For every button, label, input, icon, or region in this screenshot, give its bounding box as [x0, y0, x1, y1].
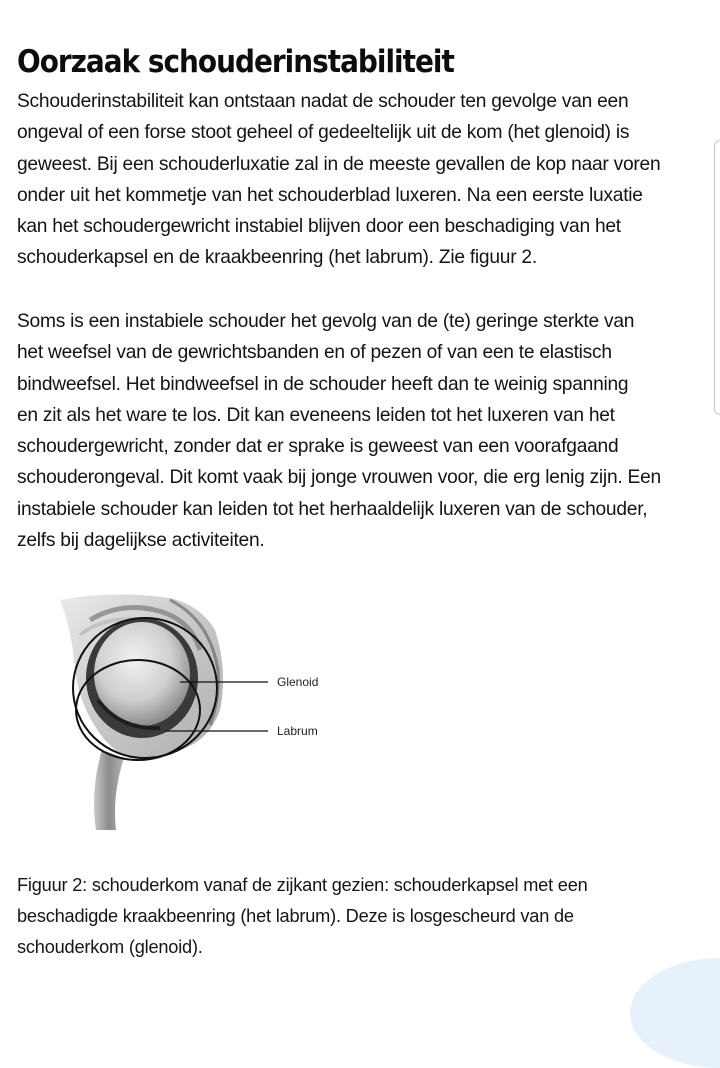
labrum-label: Labrum: [277, 724, 318, 738]
text-line: schouderongeval. Dit komt vaak bij jonge vrouwen voor, die erg lenig zijn. Een: [17, 467, 661, 489]
text-line: schoudergewricht, zonder dat er sprake is geweest van een voorafgaand: [17, 436, 619, 458]
paragraph-cause-trauma: [17, 86, 717, 274]
paragraph-cause-laxity: [17, 306, 717, 556]
text-line: bindweefsel. Het bindweefsel in de schouder heeft dan te weinig spanning: [17, 373, 629, 395]
caption-line: schouderkom (glenoid).: [17, 937, 203, 957]
figure-caption: [17, 870, 717, 963]
text-line: en zit als het ware te los. Dit kan eveneens leiden tot het luxeren van het: [17, 404, 615, 426]
scroll-edge-handle[interactable]: [714, 140, 720, 415]
page-title: Oorzaak schouderinstabiliteit: [17, 44, 454, 80]
text-line: onder uit het kommetje van het schouderblad luxeren. Na een eerste luxatie: [17, 184, 643, 206]
scapula-neck-shape: [94, 750, 124, 830]
floating-action-shape: [630, 958, 720, 1068]
text-line: zelfs bij dagelijkse activiteiten.: [17, 530, 265, 552]
shoulder-socket-figure: [50, 590, 340, 835]
text-line: kan het schoudergewricht instabiel blijven door een beschadiging van het: [17, 216, 621, 238]
text-line: ongeval of een forse stoot geheel of gedeeltelijk uit de kom (het glenoid) is: [17, 122, 630, 144]
text-line: Soms is een instabiele schouder het gevolg van de (te) geringe sterkte van: [17, 311, 635, 332]
text-line: geweest. Bij een schouderluxatie zal in de meeste gevallen de kop naar voren: [17, 153, 661, 175]
shoulder-anatomy-illustration: [50, 590, 340, 835]
text-line: schouderkapsel en de kraakbeenring (het labrum). Zie figuur 2.: [17, 247, 537, 269]
text-line: Schouderinstabiliteit kan ontstaan nadat de schouder ten gevolge van een: [17, 91, 629, 112]
text-line: het weefsel van de gewrichtsbanden en of pezen of van een te elastisch: [17, 342, 612, 364]
text-line: instabiele schouder kan leiden tot het herhaaldelijk luxeren van de schouder,: [17, 498, 648, 520]
glenoid-label: Glenoid: [277, 675, 319, 689]
caption-line: beschadigde kraakbeenring (het labrum). Deze is losgescheurd van de: [17, 906, 574, 926]
caption-line: Figuur 2: schouderkom vanaf de zijkant gezien: schouderkapsel met een: [17, 875, 588, 895]
